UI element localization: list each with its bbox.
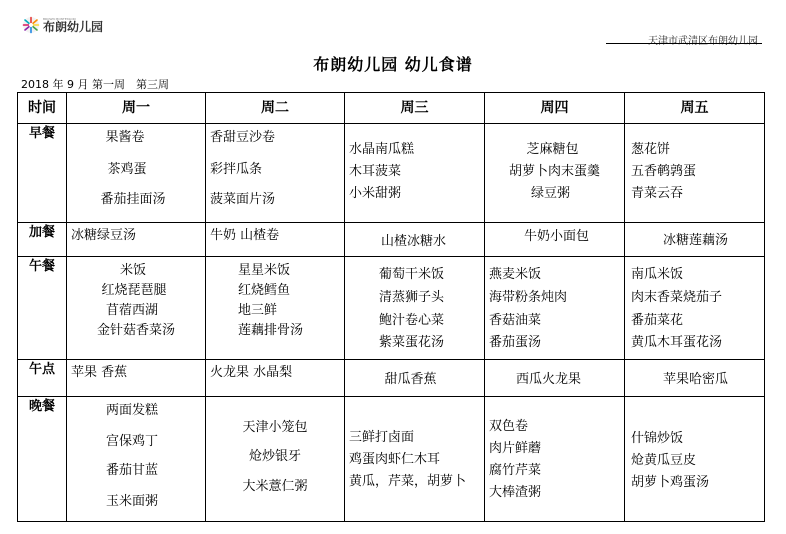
menu-item: 地三鲜	[238, 303, 278, 318]
menu-item: 莲藕排骨汤	[238, 323, 304, 338]
dinner-fri	[625, 397, 765, 522]
meal-label-dinner: 晚餐	[18, 397, 67, 522]
meal-label-afternoon: 午点	[18, 360, 67, 397]
menu-item: 胡萝卜鸡蛋汤	[631, 475, 710, 490]
afternoon-row	[18, 360, 765, 397]
menu-item: 胡萝卜肉末蛋羹	[508, 164, 600, 179]
menu-item: 肉末香菜烧茄子	[631, 290, 723, 305]
menu-item: 牛奶小面包	[523, 229, 589, 244]
menu-item: 芝麻糖包	[526, 142, 579, 157]
afternoon-fri	[625, 360, 765, 397]
menu-item: 宫保鸡丁	[105, 434, 158, 449]
lunch-wed	[345, 257, 485, 360]
lunch-fri	[625, 257, 765, 360]
menu-item: 鲍汁卷心菜	[378, 313, 444, 328]
day-header-mon: 周一	[67, 93, 206, 124]
meal-label-lunch: 午餐	[18, 257, 67, 360]
day-header-tue: 周二	[206, 93, 345, 124]
menu-item: 海带粉条炖肉	[489, 290, 568, 305]
menu-item: 果酱卷	[105, 130, 145, 145]
breakfast-tue	[206, 124, 345, 223]
dinner-tue	[206, 397, 345, 522]
menu-item: 绿豆粥	[530, 186, 570, 201]
menu-item: 鸡蛋肉虾仁木耳	[349, 452, 441, 467]
page-title: 布朗幼儿园 幼儿食谱	[313, 55, 473, 74]
breakfast-fri	[625, 124, 765, 223]
meal-label-breakfast: 早餐	[18, 124, 67, 223]
menu-item: 什锦炒饭	[631, 431, 684, 446]
menu-item: 米饭	[119, 263, 146, 278]
menu-item: 炝黄瓜豆皮	[631, 453, 697, 468]
menu-item: 冰糖莲藕汤	[662, 233, 728, 248]
breakfast-wed	[345, 124, 485, 223]
menu-item: 炝炒银牙	[248, 449, 301, 464]
menu-item: 香甜豆沙卷	[210, 130, 276, 145]
menu-item: 番茄菜花	[631, 313, 684, 328]
menu-item: 双色卷	[489, 419, 529, 434]
menu-item: 番茄蛋汤	[489, 335, 542, 350]
menu-item: 葡萄干米饭	[378, 267, 444, 282]
dinner-wed	[345, 397, 485, 522]
snack-thu	[485, 223, 625, 257]
corner-header: 时间	[18, 93, 67, 124]
table-header-row	[18, 93, 765, 124]
menu-item: 玉米面粥	[105, 494, 158, 509]
school-logo	[22, 16, 103, 34]
menu-item: 苹果哈密瓜	[662, 372, 728, 387]
menu-item: 红烧琵琶腿	[101, 283, 167, 298]
day-header-thu: 周四	[485, 93, 625, 124]
dinner-mon	[67, 397, 206, 522]
menu-item: 山楂冰糖水	[380, 234, 446, 249]
menu-item: 红烧鳕鱼	[238, 283, 291, 298]
menu-item: 星星米饭	[238, 263, 291, 278]
logo-subtitle: BROWN MONTESSORI	[43, 16, 76, 21]
menu-item: 肉片鲜蘑	[489, 441, 542, 456]
menu-item: 番茄甘蓝	[105, 463, 158, 478]
menu-item: 菠菜面片汤	[210, 192, 276, 207]
menu-item: 三鲜打卤面	[349, 430, 415, 445]
menu-item: 香菇油菜	[489, 313, 542, 328]
menu-item: 天津小笼包	[242, 420, 308, 435]
menu-item: 番茄挂面汤	[100, 192, 166, 207]
menu-item: 金针菇香菜汤	[96, 323, 175, 338]
afternoon-tue	[206, 360, 345, 397]
day-header-fri: 周五	[625, 93, 765, 124]
menu-item: 紫菜蛋花汤	[378, 335, 444, 350]
menu-item: 黄瓜，芹菜，胡萝卜	[349, 474, 467, 489]
breakfast-mon	[67, 124, 206, 223]
snack-fri	[625, 223, 765, 257]
lunch-mon	[67, 257, 206, 360]
menu-item: 青菜云吞	[631, 186, 684, 201]
menu-item: 木耳菠菜	[349, 164, 402, 179]
week-info: 2018 年 9 月 第一周 第三周	[21, 78, 169, 91]
menu-item: 南瓜米饭	[631, 267, 684, 282]
breakfast-row	[18, 124, 765, 223]
menu-item: 葱花饼	[631, 142, 671, 157]
menu-item: 西瓜火龙果	[515, 372, 581, 387]
dinner-thu	[485, 397, 625, 522]
menu-table	[17, 92, 765, 522]
snack-row	[18, 223, 765, 257]
logo-icon	[22, 16, 40, 34]
school-name: 天津市武清区布朗幼儿园	[648, 36, 758, 47]
dinner-row	[18, 397, 765, 522]
menu-item: 两面发糕	[105, 403, 158, 418]
menu-item: 腐竹芹菜	[489, 463, 542, 478]
snack-wed	[345, 223, 485, 257]
lunch-row	[18, 257, 765, 360]
menu-item: 小米甜粥	[349, 186, 402, 201]
afternoon-thu	[485, 360, 625, 397]
logo-name: 布朗幼儿园	[43, 19, 104, 34]
page-header	[0, 0, 786, 48]
afternoon-mon	[67, 360, 206, 397]
menu-item: 苜蓿西湖	[105, 303, 158, 318]
menu-item: 清蒸狮子头	[378, 290, 444, 305]
breakfast-thu	[485, 124, 625, 223]
meal-label-snack: 加餐	[18, 223, 67, 257]
menu-item: 甜瓜香蕉	[384, 372, 437, 387]
menu-item: 苹果 香蕉	[71, 365, 128, 380]
menu-item: 大米薏仁粥	[242, 479, 308, 494]
lunch-tue	[206, 257, 345, 360]
menu-item: 黄瓜木耳蛋花汤	[631, 335, 723, 350]
menu-item: 冰糖绿豆汤	[71, 228, 137, 243]
menu-item: 茶鸡蛋	[107, 162, 147, 177]
menu-item: 火龙果 水晶梨	[210, 365, 293, 380]
snack-tue	[206, 223, 345, 257]
menu-item: 燕麦米饭	[489, 267, 542, 282]
menu-item: 水晶南瓜糕	[349, 142, 415, 157]
snack-mon	[67, 223, 206, 257]
menu-item: 大棒渣粥	[489, 485, 542, 500]
header-divider	[606, 43, 762, 44]
menu-item: 牛奶 山楂卷	[210, 228, 280, 243]
day-header-wed: 周三	[345, 93, 485, 124]
afternoon-wed	[345, 360, 485, 397]
lunch-thu	[485, 257, 625, 360]
menu-item: 五香鹌鹑蛋	[631, 164, 697, 179]
menu-item: 彩拌瓜条	[210, 162, 263, 177]
